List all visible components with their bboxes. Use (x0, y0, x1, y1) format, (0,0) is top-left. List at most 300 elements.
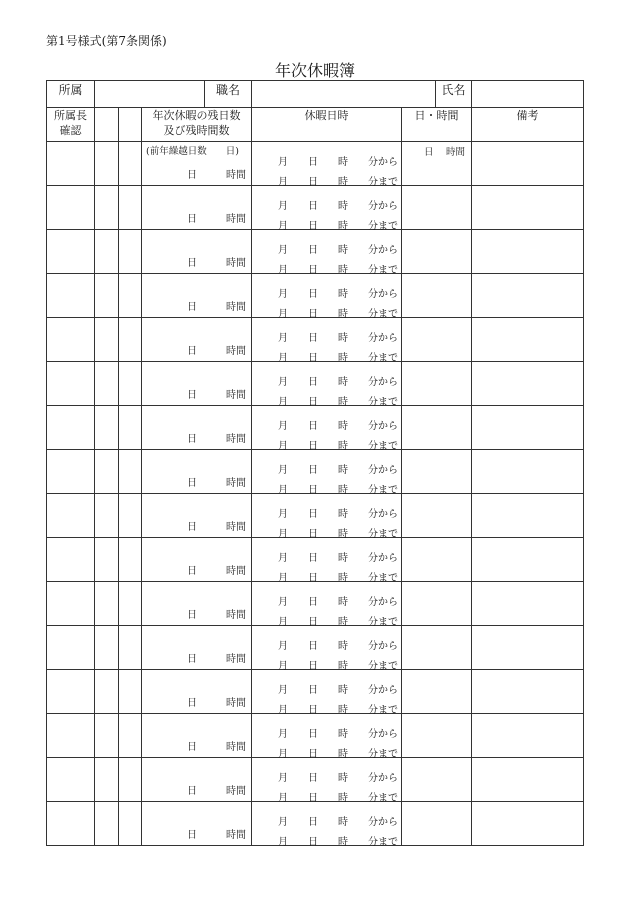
period-from-line (252, 725, 401, 739)
from-day-unit: 日 (308, 685, 319, 696)
blank-cell-a[interactable] (95, 758, 119, 802)
period-from-line (252, 373, 401, 387)
to-hour-unit: 時 (338, 837, 349, 848)
remarks-cell[interactable] (472, 362, 584, 406)
from-hour-unit: 時 (338, 289, 349, 300)
leave-ledger-table (46, 80, 584, 846)
remaining-day-unit: 日 (187, 698, 197, 709)
from-month-unit: 月 (278, 201, 289, 212)
days-taken-cell[interactable] (402, 142, 472, 186)
ledger-row (47, 582, 584, 626)
from-hour-unit: 時 (338, 157, 349, 168)
ledger-body (47, 142, 584, 846)
from-minute-unit: 分から (368, 377, 399, 388)
from-day-unit: 日 (308, 377, 319, 388)
days-taken-cell[interactable] (402, 450, 472, 494)
from-hour-unit: 時 (338, 597, 349, 608)
from-day-unit: 日 (308, 553, 319, 564)
remaining-day-unit: 日 (187, 258, 197, 269)
remaining-hour-unit: 時間 (226, 214, 246, 225)
to-hour-unit: 時 (338, 529, 349, 540)
to-day-unit: 日 (308, 221, 319, 232)
remaining-day-unit: 日 (187, 786, 197, 797)
from-day-unit: 日 (308, 729, 319, 740)
period-from-line (252, 549, 401, 563)
remarks-cell[interactable] (472, 230, 584, 274)
remaining-day-unit: 日 (187, 170, 197, 181)
remarks-cell[interactable] (472, 274, 584, 318)
remarks-cell[interactable] (472, 758, 584, 802)
days-taken-cell[interactable] (402, 274, 472, 318)
remaining-cell[interactable] (142, 318, 252, 362)
to-day-unit: 日 (308, 617, 319, 628)
column-header-row (47, 108, 584, 142)
period-from-line (252, 285, 401, 299)
manager-check-cell[interactable] (47, 582, 95, 626)
to-minute-unit: 分まで (368, 573, 399, 584)
to-month-unit: 月 (278, 661, 289, 672)
blank-cell-b[interactable] (119, 802, 142, 846)
remaining-hour-unit: 時間 (226, 346, 246, 357)
blank-cell-b[interactable] (119, 582, 142, 626)
days-taken-cell[interactable] (402, 582, 472, 626)
manager-check-cell[interactable] (47, 758, 95, 802)
to-minute-unit: 分まで (368, 221, 399, 232)
remaining-cell[interactable] (142, 538, 252, 582)
to-day-unit: 日 (308, 309, 319, 320)
remaining-hour-unit: 時間 (226, 522, 246, 533)
from-minute-unit: 分から (368, 157, 399, 168)
to-day-unit: 日 (308, 397, 319, 408)
blank-cell-b[interactable] (119, 274, 142, 318)
remarks-cell[interactable] (472, 318, 584, 362)
period-from-line (252, 241, 401, 255)
remaining-cell[interactable] (142, 450, 252, 494)
from-month-unit: 月 (278, 685, 289, 696)
leave-datetime-header: 休暇日時 (252, 108, 402, 142)
remaining-cell[interactable] (142, 758, 252, 802)
blank-cell-a[interactable] (95, 362, 119, 406)
remaining-day-unit: 日 (187, 610, 197, 621)
ledger-row (47, 450, 584, 494)
ledger-row (47, 318, 584, 362)
from-minute-unit: 分から (368, 641, 399, 652)
days-taken-cell[interactable] (402, 406, 472, 450)
carryover-days-label: (前年繰越日数 日) (146, 146, 239, 157)
from-day-unit: 日 (308, 333, 319, 344)
ledger-row (47, 274, 584, 318)
blank-cell-a[interactable] (95, 142, 119, 186)
from-hour-unit: 時 (338, 553, 349, 564)
days-taken-cell[interactable] (402, 230, 472, 274)
to-hour-unit: 時 (338, 309, 349, 320)
leave-period-cell[interactable] (252, 582, 402, 626)
blank-cell-a[interactable] (95, 406, 119, 450)
manager-check-cell[interactable] (47, 142, 95, 186)
leave-period-cell[interactable] (252, 362, 402, 406)
to-hour-unit: 時 (338, 705, 349, 716)
from-day-unit: 日 (308, 773, 319, 784)
leave-period-cell[interactable] (252, 450, 402, 494)
manager-check-cell[interactable] (47, 450, 95, 494)
to-minute-unit: 分まで (368, 705, 399, 716)
days-taken-cell[interactable] (402, 186, 472, 230)
from-day-unit: 日 (308, 597, 319, 608)
from-day-unit: 日 (308, 465, 319, 476)
to-minute-unit: 分まで (368, 529, 399, 540)
leave-period-cell[interactable] (252, 670, 402, 714)
from-minute-unit: 分から (368, 201, 399, 212)
ledger-row (47, 186, 584, 230)
leave-period-cell[interactable] (252, 274, 402, 318)
to-hour-unit: 時 (338, 749, 349, 760)
remaining-day-unit: 日 (187, 830, 197, 841)
blank-cell-a[interactable] (95, 582, 119, 626)
to-day-unit: 日 (308, 661, 319, 672)
to-hour-unit: 時 (338, 441, 349, 452)
to-hour-unit: 時 (338, 177, 349, 188)
to-month-unit: 月 (278, 793, 289, 804)
from-minute-unit: 分から (368, 729, 399, 740)
remaining-day-unit: 日 (187, 522, 197, 533)
to-day-unit: 日 (308, 793, 319, 804)
remarks-cell[interactable] (472, 538, 584, 582)
remaining-cell[interactable] (142, 802, 252, 846)
to-minute-unit: 分まで (368, 353, 399, 364)
to-hour-unit: 時 (338, 793, 349, 804)
name-field[interactable] (472, 81, 584, 108)
remaining-cell[interactable] (142, 230, 252, 274)
to-minute-unit: 分まで (368, 661, 399, 672)
remaining-cell[interactable] (142, 670, 252, 714)
remaining-day-unit: 日 (187, 478, 197, 489)
remarks-cell[interactable] (472, 186, 584, 230)
remarks-cell[interactable] (472, 406, 584, 450)
remaining-hour-unit: 時間 (226, 786, 246, 797)
from-month-unit: 月 (278, 421, 289, 432)
ledger-row (47, 670, 584, 714)
leave-period-cell[interactable] (252, 538, 402, 582)
to-month-unit: 月 (278, 265, 289, 276)
to-month-unit: 月 (278, 617, 289, 628)
from-hour-unit: 時 (338, 509, 349, 520)
to-month-unit: 月 (278, 441, 289, 452)
manager-check-cell[interactable] (47, 494, 95, 538)
period-from-line (252, 681, 401, 695)
to-day-unit: 日 (308, 441, 319, 452)
to-month-unit: 月 (278, 705, 289, 716)
from-hour-unit: 時 (338, 729, 349, 740)
days-taken-cell[interactable] (402, 494, 472, 538)
remarks-header: 備考 (472, 108, 584, 142)
blank-cell-b[interactable] (119, 362, 142, 406)
remaining-day-unit: 日 (187, 434, 197, 445)
from-month-unit: 月 (278, 333, 289, 344)
from-month-unit: 月 (278, 509, 289, 520)
days-taken-cell[interactable] (402, 626, 472, 670)
from-month-unit: 月 (278, 773, 289, 784)
from-day-unit: 日 (308, 817, 319, 828)
blank-cell-b[interactable] (119, 450, 142, 494)
blank-cell-a[interactable] (95, 494, 119, 538)
remarks-cell[interactable] (472, 626, 584, 670)
to-month-unit: 月 (278, 353, 289, 364)
ledger-row (47, 538, 584, 582)
to-hour-unit: 時 (338, 617, 349, 628)
ledger-row (47, 230, 584, 274)
manager-check-cell[interactable] (47, 670, 95, 714)
to-month-unit: 月 (278, 485, 289, 496)
to-day-unit: 日 (308, 177, 319, 188)
period-from-line (252, 637, 401, 651)
leave-period-cell[interactable] (252, 406, 402, 450)
from-day-unit: 日 (308, 641, 319, 652)
remaining-cell[interactable] (142, 494, 252, 538)
manager-check-cell[interactable] (47, 802, 95, 846)
remarks-cell[interactable] (472, 450, 584, 494)
period-from-line (252, 813, 401, 827)
remaining-cell[interactable] (142, 626, 252, 670)
manager-check-header-line2: 確認 (59, 124, 82, 137)
blank-cell-b[interactable] (119, 626, 142, 670)
to-day-unit: 日 (308, 529, 319, 540)
remaining-header-line2: 及び残時間数 (163, 124, 230, 137)
period-from-line (252, 769, 401, 783)
position-field[interactable] (252, 81, 436, 108)
remaining-hour-unit: 時間 (226, 478, 246, 489)
remaining-cell[interactable] (142, 186, 252, 230)
to-day-unit: 日 (308, 705, 319, 716)
to-minute-unit: 分まで (368, 177, 399, 188)
from-month-unit: 月 (278, 289, 289, 300)
from-hour-unit: 時 (338, 773, 349, 784)
to-day-unit: 日 (308, 485, 319, 496)
blank-cell-b[interactable] (119, 494, 142, 538)
blank-cell-b[interactable] (119, 758, 142, 802)
remaining-hour-unit: 時間 (226, 434, 246, 445)
to-day-unit: 日 (308, 573, 319, 584)
remaining-day-unit: 日 (187, 742, 197, 753)
leave-period-cell[interactable] (252, 802, 402, 846)
ledger-row (47, 494, 584, 538)
blank-cell-b[interactable] (119, 318, 142, 362)
remaining-hour-unit: 時間 (226, 302, 246, 313)
to-month-unit: 月 (278, 309, 289, 320)
to-day-unit: 日 (308, 353, 319, 364)
from-month-unit: 月 (278, 245, 289, 256)
manager-check-cell[interactable] (47, 274, 95, 318)
from-month-unit: 月 (278, 377, 289, 388)
from-month-unit: 月 (278, 157, 289, 168)
leave-period-cell[interactable] (252, 494, 402, 538)
remaining-hour-unit: 時間 (226, 390, 246, 401)
manager-check-header-line1: 所属長 (54, 109, 87, 122)
period-from-line (252, 153, 401, 167)
remaining-hour-unit: 時間 (226, 566, 246, 577)
leave-period-cell[interactable] (252, 318, 402, 362)
from-day-unit: 日 (308, 289, 319, 300)
form-number-label: 第1号様式(第7条関係) (46, 34, 167, 48)
ledger-row (47, 626, 584, 670)
from-hour-unit: 時 (338, 201, 349, 212)
blank-cell-a[interactable] (95, 626, 119, 670)
to-minute-unit: 分まで (368, 441, 399, 452)
from-day-unit: 日 (308, 157, 319, 168)
manager-check-cell[interactable] (47, 406, 95, 450)
from-minute-unit: 分から (368, 245, 399, 256)
manager-check-cell[interactable] (47, 362, 95, 406)
remaining-cell[interactable] (142, 274, 252, 318)
leave-period-cell[interactable] (252, 142, 402, 186)
manager-check-cell[interactable] (47, 538, 95, 582)
remaining-hour-unit: 時間 (226, 258, 246, 269)
from-minute-unit: 分から (368, 509, 399, 520)
leave-period-cell[interactable] (252, 626, 402, 670)
blank-cell-b[interactable] (119, 714, 142, 758)
from-month-unit: 月 (278, 465, 289, 476)
position-label: 職名 (205, 81, 252, 108)
ledger-row (47, 406, 584, 450)
remaining-day-unit: 日 (187, 214, 197, 225)
blank-cell-b[interactable] (119, 230, 142, 274)
from-hour-unit: 時 (338, 421, 349, 432)
remaining-day-unit: 日 (187, 302, 197, 313)
blank-cell-a[interactable] (95, 186, 119, 230)
remarks-cell[interactable] (472, 670, 584, 714)
days-hours-header: 日・時間 (402, 108, 472, 142)
days-taken-cell[interactable] (402, 538, 472, 582)
to-minute-unit: 分まで (368, 485, 399, 496)
blank-cell-a[interactable] (95, 538, 119, 582)
to-month-unit: 月 (278, 573, 289, 584)
to-minute-unit: 分まで (368, 793, 399, 804)
blank-cell-a[interactable] (95, 802, 119, 846)
days-taken-cell[interactable] (402, 318, 472, 362)
from-hour-unit: 時 (338, 641, 349, 652)
blank-cell-a[interactable] (95, 230, 119, 274)
remaining-cell[interactable] (142, 406, 252, 450)
remarks-cell[interactable] (472, 714, 584, 758)
remaining-day-unit: 日 (187, 654, 197, 665)
from-minute-unit: 分から (368, 553, 399, 564)
leave-period-cell[interactable] (252, 186, 402, 230)
to-hour-unit: 時 (338, 397, 349, 408)
period-to-line (252, 833, 401, 847)
from-minute-unit: 分から (368, 597, 399, 608)
blank-cell-b[interactable] (119, 406, 142, 450)
to-day-unit: 日 (308, 749, 319, 760)
remaining-cell[interactable] (142, 582, 252, 626)
from-hour-unit: 時 (338, 817, 349, 828)
leave-period-cell[interactable] (252, 758, 402, 802)
blank-cell-a[interactable] (95, 670, 119, 714)
period-from-line (252, 505, 401, 519)
days-taken-cell[interactable] (402, 802, 472, 846)
remaining-day-unit: 日 (187, 390, 197, 401)
to-minute-unit: 分まで (368, 309, 399, 320)
from-minute-unit: 分から (368, 289, 399, 300)
manager-check-cell[interactable] (47, 714, 95, 758)
from-month-unit: 月 (278, 553, 289, 564)
days-taken-cell[interactable] (402, 670, 472, 714)
to-day-unit: 日 (308, 837, 319, 848)
manager-check-cell[interactable] (47, 186, 95, 230)
period-from-line (252, 329, 401, 343)
department-label: 所属 (47, 81, 95, 108)
to-month-unit: 月 (278, 177, 289, 188)
to-minute-unit: 分まで (368, 265, 399, 276)
name-label: 氏名 (436, 81, 472, 108)
remaining-cell[interactable] (142, 714, 252, 758)
blank-cell-a[interactable] (95, 450, 119, 494)
to-hour-unit: 時 (338, 573, 349, 584)
blank-header-a (95, 108, 119, 142)
from-minute-unit: 分から (368, 333, 399, 344)
to-month-unit: 月 (278, 529, 289, 540)
blank-cell-a[interactable] (95, 318, 119, 362)
remaining-header (142, 108, 252, 142)
days-taken-cell[interactable] (402, 758, 472, 802)
to-hour-unit: 時 (338, 661, 349, 672)
from-hour-unit: 時 (338, 245, 349, 256)
manager-check-cell[interactable] (47, 230, 95, 274)
remaining-cell[interactable] (142, 362, 252, 406)
manager-check-cell[interactable] (47, 626, 95, 670)
department-field[interactable] (95, 81, 205, 108)
from-minute-unit: 分から (368, 817, 399, 828)
remaining-hour-unit: 時間 (226, 698, 246, 709)
period-from-line (252, 593, 401, 607)
remarks-cell[interactable] (472, 494, 584, 538)
from-minute-unit: 分から (368, 773, 399, 784)
remarks-cell[interactable] (472, 142, 584, 186)
leave-period-cell[interactable] (252, 714, 402, 758)
blank-cell-a[interactable] (95, 274, 119, 318)
from-day-unit: 日 (308, 509, 319, 520)
from-hour-unit: 時 (338, 465, 349, 476)
from-day-unit: 日 (308, 201, 319, 212)
days-taken-cell[interactable] (402, 714, 472, 758)
from-day-unit: 日 (308, 245, 319, 256)
period-from-line (252, 197, 401, 211)
remarks-cell[interactable] (472, 582, 584, 626)
blank-cell-b[interactable] (119, 670, 142, 714)
to-hour-unit: 時 (338, 265, 349, 276)
to-hour-unit: 時 (338, 221, 349, 232)
blank-cell-b[interactable] (119, 142, 142, 186)
from-minute-unit: 分から (368, 421, 399, 432)
from-month-unit: 月 (278, 641, 289, 652)
to-minute-unit: 分まで (368, 837, 399, 848)
to-minute-unit: 分まで (368, 617, 399, 628)
from-minute-unit: 分から (368, 465, 399, 476)
from-day-unit: 日 (308, 421, 319, 432)
to-month-unit: 月 (278, 749, 289, 760)
remaining-hour-unit: 時間 (226, 170, 246, 181)
leave-period-cell[interactable] (252, 230, 402, 274)
header-info-row (47, 81, 584, 108)
manager-check-cell[interactable] (47, 318, 95, 362)
from-hour-unit: 時 (338, 333, 349, 344)
to-month-unit: 月 (278, 397, 289, 408)
blank-cell-a[interactable] (95, 714, 119, 758)
taken-hour-unit: 時間 (446, 147, 466, 158)
days-taken-cell[interactable] (402, 362, 472, 406)
remaining-cell[interactable] (142, 142, 252, 186)
blank-cell-b[interactable] (119, 186, 142, 230)
remarks-cell[interactable] (472, 802, 584, 846)
blank-cell-b[interactable] (119, 538, 142, 582)
